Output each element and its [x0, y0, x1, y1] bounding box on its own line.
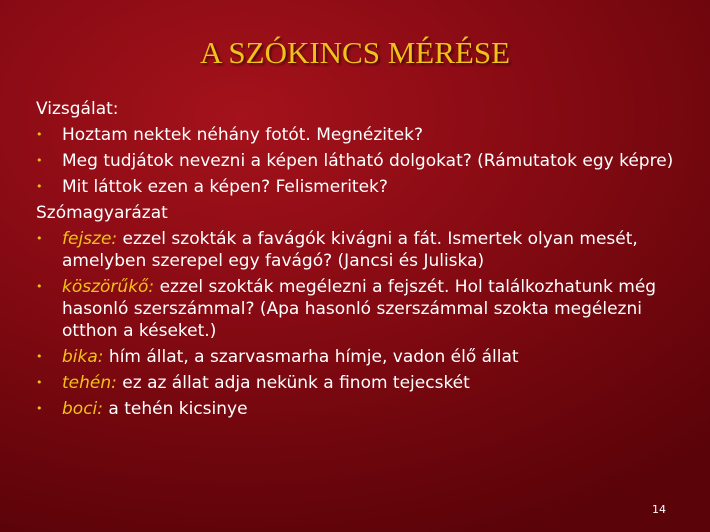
bullet-icon: • — [36, 376, 43, 389]
slide-title: A SZÓKINCS MÉRÉSE — [199, 35, 511, 70]
item-text: hím állat, a szarvasmarha hímje, vadon élő állat — [103, 347, 519, 367]
page-number: 14 — [652, 503, 666, 516]
bullet-icon: • — [36, 402, 43, 415]
item-text: a tehén kicsinye — [103, 399, 248, 419]
item-text: ezzel szokták a favágók kivágni a fát. Ismertek olyan mesét, amelyben szerepel egy favágó? (Jancsi és Juliska) — [62, 229, 638, 271]
item-term: bika: — [62, 347, 104, 367]
bullet-icon: • — [36, 280, 43, 293]
bullet-icon: • — [36, 232, 43, 245]
list-item — [36, 398, 676, 420]
slide-body — [36, 98, 676, 424]
item-term: köszörűkő: — [62, 277, 155, 297]
list-item — [36, 124, 676, 146]
item-text: Hoztam nektek néhány fotót. Megnézitek? — [62, 125, 423, 145]
list-item — [36, 228, 676, 272]
item-text: Meg tudjátok nevezni a képen látható dolgokat? (Rámutatok egy képre) — [62, 151, 674, 171]
item-term: boci: — [62, 399, 103, 419]
item-term: fejsze: — [62, 229, 118, 249]
list-item — [36, 176, 676, 198]
item-text: Mit láttok ezen a képen? Felismeritek? — [62, 177, 388, 197]
section-heading-vizsgalat: Vizsgálat: — [36, 99, 119, 119]
list-item — [36, 276, 676, 342]
bullet-icon: • — [36, 180, 43, 193]
item-text: ez az állat adja nekünk a finom tejecskét — [116, 373, 470, 393]
list-item — [36, 150, 676, 172]
item-term: tehén: — [62, 373, 117, 393]
section-heading-szomagyarazat: Szómagyarázat — [36, 203, 168, 223]
list-item — [36, 346, 676, 368]
bullet-icon: • — [36, 350, 43, 363]
bullet-icon: • — [36, 128, 43, 141]
bullet-icon: • — [36, 154, 43, 167]
item-text: ezzel szokták megélezni a fejszét. Hol találkozhatunk még hasonló szerszámmal? (Apa hasonló szerszámmal szokta megélezni otthon a késeket.) — [62, 277, 657, 341]
list-item — [36, 372, 676, 394]
